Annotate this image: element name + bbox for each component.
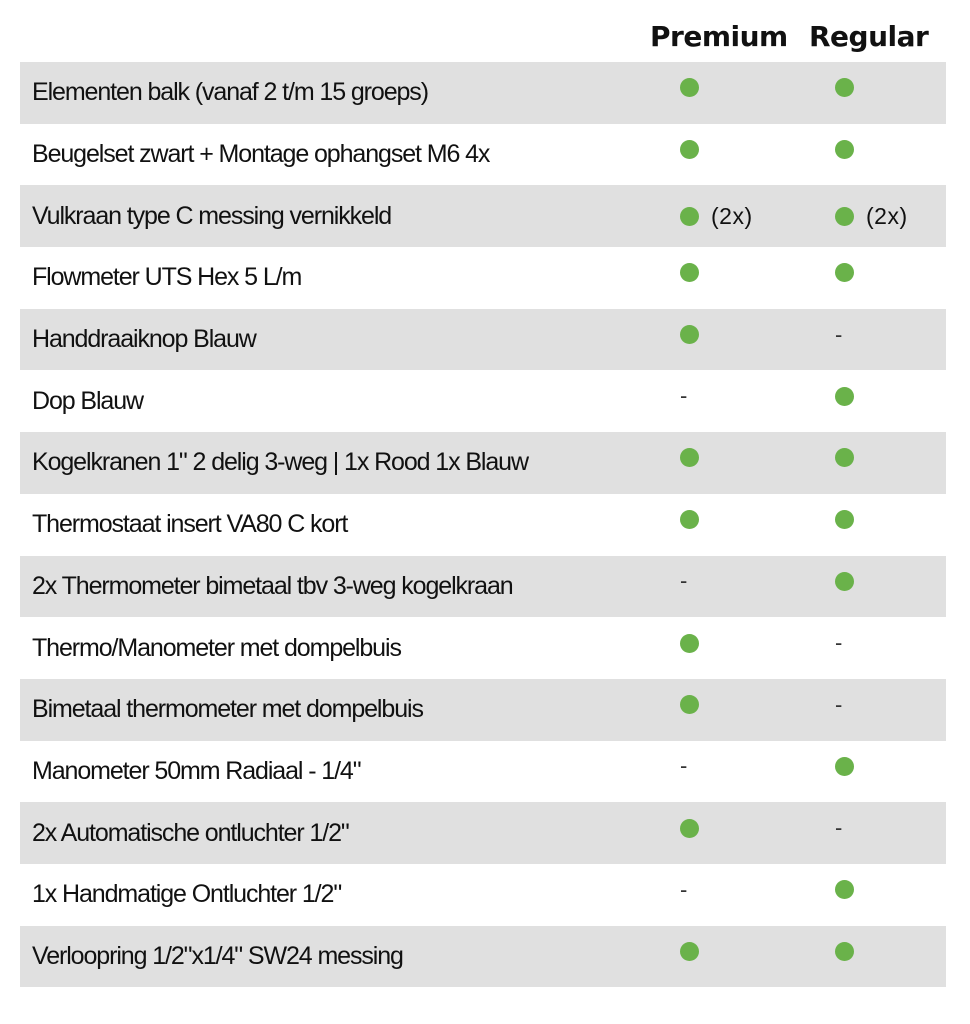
not-included-dash: - [835,630,843,656]
not-included-dash: - [680,383,688,409]
premium-cell [680,185,753,247]
regular-cell [835,556,854,618]
included-dot-icon [835,78,854,97]
premium-cell [680,432,699,494]
feature-label: Vulkraan type C messing vernikkeld [32,201,392,230]
table-row [20,247,946,309]
regular-cell [835,679,842,741]
included-dot-icon [680,207,699,226]
regular-cell [835,247,854,309]
premium-cell [680,247,699,309]
feature-label: 1x Handmatige Ontluchter 1/2" [32,880,342,909]
included-dot-icon [680,942,699,961]
regular-cell [835,802,842,864]
included-dot-icon [680,448,699,467]
comparison-header [0,14,970,58]
feature-label: Dop Blauw [32,386,143,415]
table-row [20,185,946,247]
included-dot-icon [680,325,699,344]
comparison-table [20,62,946,987]
premium-cell [680,309,699,371]
included-dot-icon [680,634,699,653]
table-row [20,802,946,864]
not-included-dash: - [680,876,688,902]
table-row [20,124,946,186]
included-dot-icon [680,695,699,714]
feature-label: Verloopring 1/2"x1/4" SW24 messing [32,941,403,970]
included-dot-icon [680,510,699,529]
premium-cell [680,124,699,186]
included-dot-icon [835,757,854,776]
included-dot-icon [835,572,854,591]
table-row [20,741,946,803]
regular-cell [835,370,854,432]
table-row [20,432,946,494]
not-included-dash: - [680,568,688,594]
regular-cell [835,62,854,124]
not-included-dash: - [680,753,688,779]
regular-cell [835,494,854,556]
regular-column-heading: Regular [809,20,929,53]
included-dot-icon [835,942,854,961]
premium-cell [680,62,699,124]
feature-label: Thermostaat insert VA80 C kort [32,510,348,539]
premium-cell [680,494,699,556]
feature-label: Kogelkranen 1" 2 delig 3-weg | 1x Rood 1x Blauw [32,448,528,477]
regular-cell [835,309,842,371]
table-row [20,62,946,124]
regular-cell [835,617,842,679]
table-row [20,617,946,679]
quantity-note: (2x) [866,202,908,229]
table-row [20,370,946,432]
premium-cell [680,802,699,864]
table-row [20,864,946,926]
table-row [20,309,946,371]
regular-cell [835,432,854,494]
included-dot-icon [835,448,854,467]
regular-cell [835,185,908,247]
regular-cell [835,864,854,926]
table-row [20,494,946,556]
premium-cell [680,556,687,618]
table-row [20,679,946,741]
feature-label: Handdraaiknop Blauw [32,325,256,354]
premium-cell [680,617,699,679]
included-dot-icon [835,140,854,159]
premium-cell [680,864,687,926]
table-row [20,926,946,988]
included-dot-icon [680,819,699,838]
feature-label: Beugelset zwart + Montage ophangset M6 4x [32,140,490,169]
premium-column-heading: Premium [650,20,788,53]
table-row [20,556,946,618]
included-dot-icon [680,140,699,159]
regular-cell [835,926,854,988]
feature-label: Flowmeter UTS Hex 5 L/m [32,263,302,292]
premium-cell [680,926,699,988]
quantity-note: (2x) [711,202,753,229]
included-dot-icon [835,387,854,406]
included-dot-icon [835,510,854,529]
premium-cell [680,370,687,432]
feature-label: Thermo/Manometer met dompelbuis [32,633,401,662]
regular-cell [835,124,854,186]
not-included-dash: - [835,691,843,717]
included-dot-icon [835,263,854,282]
included-dot-icon [680,78,699,97]
included-dot-icon [835,207,854,226]
feature-label: Bimetaal thermometer met dompelbuis [32,695,423,724]
feature-label: Manometer 50mm Radiaal - 1/4" [32,756,361,785]
regular-cell [835,741,854,803]
not-included-dash: - [835,321,843,347]
feature-label: 2x Automatische ontluchter 1/2" [32,818,349,847]
included-dot-icon [835,880,854,899]
premium-cell [680,679,699,741]
premium-cell [680,741,687,803]
feature-label: Elementen balk (vanaf 2 t/m 15 groeps) [32,78,428,107]
feature-label: 2x Thermometer bimetaal tbv 3-weg kogelkraan [32,571,513,600]
included-dot-icon [680,263,699,282]
not-included-dash: - [835,815,843,841]
